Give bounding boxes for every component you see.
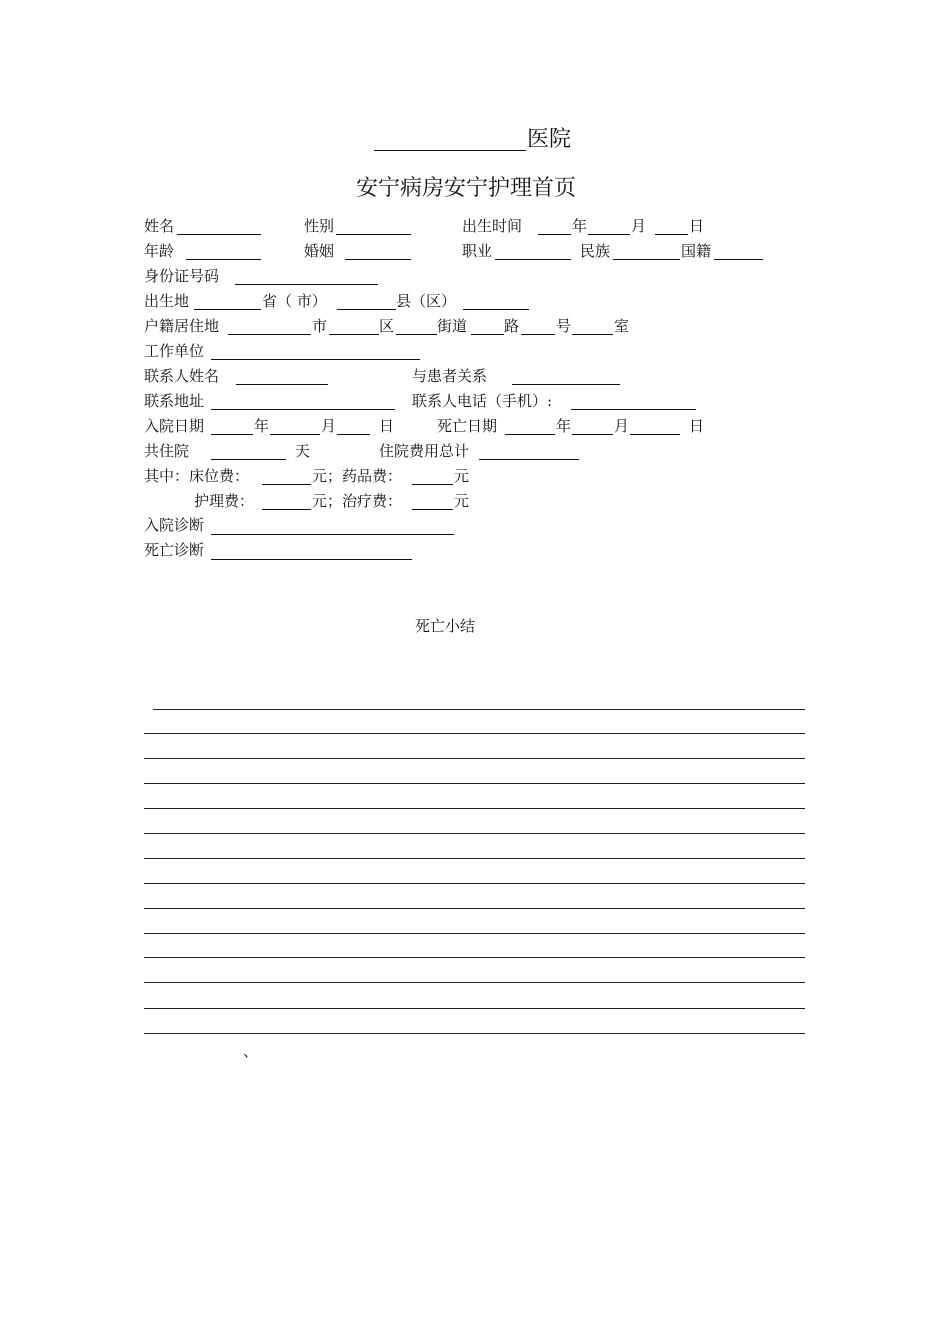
label-relation: 与患者关系 [412, 367, 488, 385]
label-nationality: 国籍 [681, 242, 712, 260]
label-contact-address: 联系地址 [144, 392, 205, 410]
field-birth-district[interactable] [463, 309, 529, 310]
label-contact-phone: 联系人电话（手机）: [412, 392, 553, 410]
label-occupation: 职业 [462, 242, 493, 260]
stray-mark: 、 [243, 1042, 259, 1060]
summary-line[interactable] [144, 908, 805, 909]
label-total-cost: 住院费用总计 [379, 442, 470, 460]
field-name[interactable] [177, 234, 261, 235]
label-marriage: 婚姻 [304, 242, 335, 260]
hospital-name-blank[interactable] [374, 150, 526, 151]
field-death-day[interactable] [630, 434, 680, 435]
label-number: 号 [556, 317, 572, 335]
summary-line[interactable] [144, 957, 805, 958]
field-birth-province[interactable] [194, 309, 261, 310]
field-contact-address[interactable] [211, 409, 395, 410]
summary-line[interactable] [144, 758, 805, 759]
summary-line[interactable] [144, 982, 805, 983]
label-drug-yuan: 元 [454, 467, 470, 485]
field-residence-number[interactable] [521, 334, 555, 335]
label-treatment-yuan: 元 [454, 492, 470, 510]
label-contact-name: 联系人姓名 [144, 367, 220, 385]
label-admission-date: 入院日期 [144, 417, 205, 435]
label-total-stay: 共住院 [144, 442, 190, 460]
label-admission-year: 年 [254, 417, 270, 435]
hospital-suffix: 医院 [527, 127, 572, 152]
label-death-date: 死亡日期 [437, 417, 498, 435]
summary-line[interactable] [144, 1033, 805, 1034]
label-birth-day: 日 [689, 217, 705, 235]
field-total-stay[interactable] [211, 459, 286, 460]
field-death-year[interactable] [505, 434, 555, 435]
label-name: 姓名 [144, 217, 175, 235]
label-road: 路 [504, 317, 520, 335]
summary-line[interactable] [144, 833, 805, 834]
label-nursing-fee: 护理费： [194, 492, 255, 510]
field-contact-phone[interactable] [571, 409, 696, 410]
field-drug-fee[interactable] [412, 484, 453, 485]
summary-line[interactable] [144, 933, 805, 934]
summary-line[interactable] [144, 1008, 805, 1009]
field-age[interactable] [186, 259, 261, 260]
page-title: 安宁病房安宁护理首页 [356, 176, 577, 201]
field-birth-day[interactable] [655, 234, 688, 235]
label-residence: 户籍居住地 [144, 317, 220, 335]
field-birth-year[interactable] [538, 234, 571, 235]
label-death-month: 月 [614, 417, 630, 435]
label-id-number: 身份证号码 [144, 267, 220, 285]
summary-line[interactable] [144, 808, 805, 809]
summary-line[interactable] [144, 733, 805, 734]
field-ethnicity[interactable] [613, 259, 680, 260]
label-admission-diagnosis: 入院诊断 [144, 516, 205, 534]
field-admission-day[interactable] [337, 434, 370, 435]
field-admission-month[interactable] [270, 434, 320, 435]
label-admission-month: 月 [321, 417, 337, 435]
field-occupation[interactable] [495, 259, 571, 260]
field-birth-county[interactable] [337, 309, 396, 310]
field-work-unit[interactable] [211, 359, 420, 360]
field-marriage[interactable] [345, 259, 411, 260]
summary-line[interactable] [144, 783, 805, 784]
field-nationality[interactable] [714, 259, 763, 260]
label-death-day: 日 [689, 417, 705, 435]
field-gender[interactable] [336, 234, 411, 235]
label-days: 天 [295, 442, 311, 460]
label-treatment-fee: 元；治疗费： [312, 492, 403, 510]
label-room: 室 [614, 317, 630, 335]
summary-line[interactable] [144, 883, 805, 884]
label-birth-year: 年 [572, 217, 588, 235]
label-bed-fee: 其中：床位费： [144, 467, 250, 485]
field-contact-name[interactable] [236, 384, 328, 385]
field-admission-diagnosis[interactable] [211, 534, 454, 535]
label-street: 街道 [437, 317, 468, 335]
field-admission-year[interactable] [211, 434, 253, 435]
field-total-cost[interactable] [479, 459, 579, 460]
field-death-diagnosis[interactable] [211, 559, 412, 560]
summary-title: 死亡小结 [415, 617, 476, 635]
label-age: 年龄 [144, 242, 175, 260]
field-bed-fee[interactable] [262, 484, 311, 485]
label-city: 市 [312, 317, 328, 335]
label-ethnicity: 民族 [580, 242, 611, 260]
label-death-diagnosis: 死亡诊断 [144, 541, 205, 559]
field-relation[interactable] [512, 384, 620, 385]
label-drug-fee: 元；药品费： [312, 467, 403, 485]
label-death-year: 年 [556, 417, 572, 435]
label-admission-day: 日 [379, 417, 395, 435]
field-birth-month[interactable] [588, 234, 630, 235]
field-residence-city[interactable] [228, 334, 311, 335]
field-death-month[interactable] [572, 434, 613, 435]
label-district: 区 [379, 317, 395, 335]
field-residence-street[interactable] [396, 334, 437, 335]
label-birthplace: 出生地 [144, 292, 190, 310]
field-treatment-fee[interactable] [412, 509, 453, 510]
field-residence-room[interactable] [572, 334, 613, 335]
summary-line[interactable] [153, 709, 805, 710]
label-work-unit: 工作单位 [144, 342, 205, 360]
label-birth-time: 出生时间 [462, 217, 523, 235]
field-nursing-fee[interactable] [262, 509, 311, 510]
label-gender: 性别 [304, 217, 335, 235]
label-birth-month: 月 [631, 217, 647, 235]
label-county: 县（区） [396, 292, 457, 310]
label-province: 省（ 市） [262, 292, 327, 310]
field-id-number[interactable] [235, 284, 378, 285]
field-residence-district[interactable] [329, 334, 379, 335]
summary-line[interactable] [144, 858, 805, 859]
field-residence-road[interactable] [471, 334, 504, 335]
